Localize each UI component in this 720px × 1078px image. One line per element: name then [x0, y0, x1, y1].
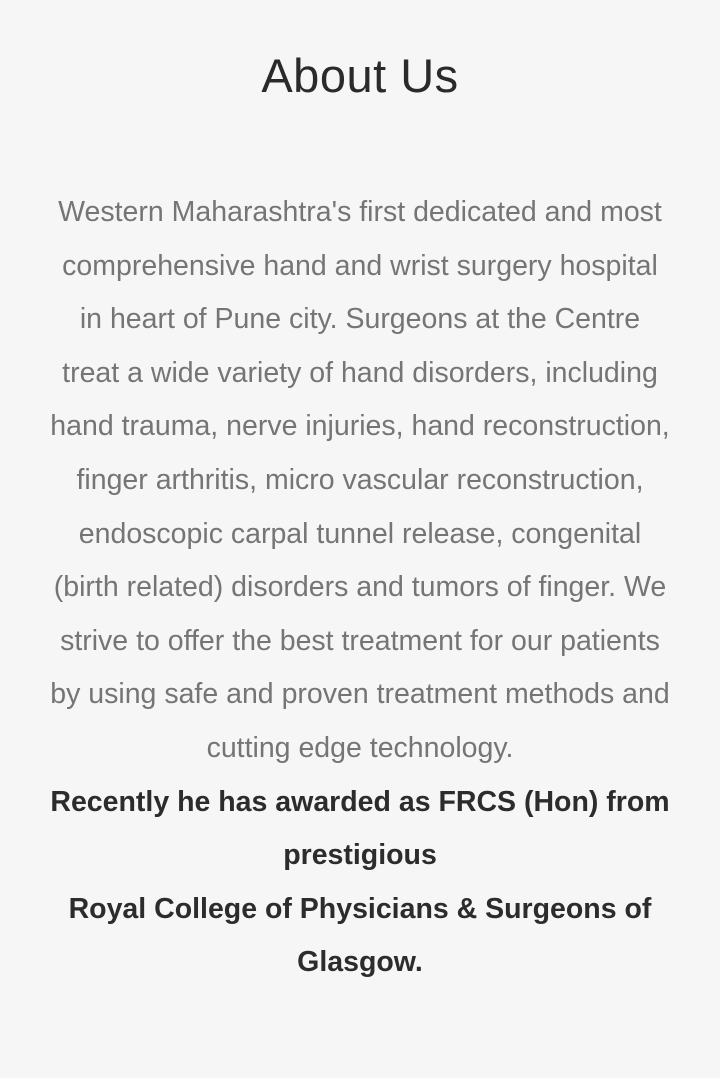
award-line-1: Recently he has awarded as FRCS (Hon) from prestigious — [50, 785, 670, 872]
about-description-block — [50, 196, 670, 803]
award-line-2: Royal College of Physicians & Surgeons of Glasgow. — [68, 892, 652, 979]
award-statement — [50, 776, 670, 990]
about-description: Western Maharashtra's first dedicated and most comprehensive hand and wrist surgery hospital in heart of Pune city. Surgeons at the Centre treat a wide variety of hand disorders, including hand trauma, nerve injuries, hand reconstruction, finger arthritis, micro vascular reconstruction, endoscopic carpal tunnel release, congenital (birth related) disorders and tumors of finger. We strive to offer the best treatment for our patients by using safe and proven treatment methods and cutting edge technology. — [50, 196, 670, 764]
page-title: About Us — [261, 49, 459, 102]
